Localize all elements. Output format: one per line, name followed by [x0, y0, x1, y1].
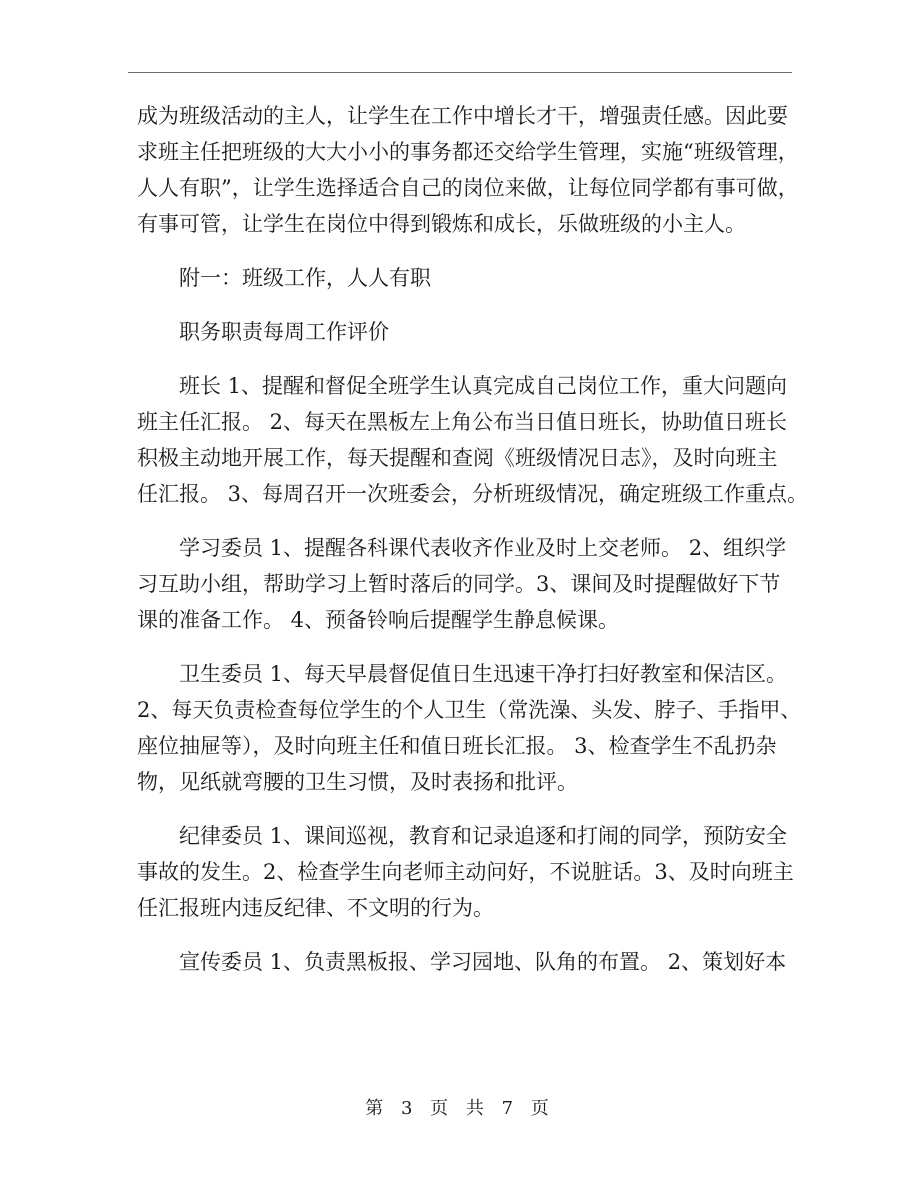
- page-footer: 第 3 页 共 7 页: [365, 1098, 555, 1119]
- text-line: 班主任汇报。 2、每天在黑板左上角公布当日值日班长，协助值日班长: [137, 410, 788, 434]
- text-line: 课的准备工作。 4、预备铃响后提醒学生静息候课。: [137, 608, 620, 632]
- text-line: 附一：班级工作，人人有职: [179, 266, 431, 290]
- text-line: 事故的发生。2、检查学生向老师主动问好，不说脏话。3、及时向班主: [137, 860, 794, 884]
- text-line: 求班主任把班级的大大小小的事务都还交给学生管理，实施“班级管理，: [137, 140, 799, 164]
- text-line: 任汇报班内违反纪律、不文明的行为。: [137, 896, 494, 920]
- text-line: 学习委员 1、提醒各科课代表收齐作业及时上交老师。 2、组织学: [179, 536, 787, 560]
- paragraph-table-header: [137, 314, 797, 350]
- text-line: 任汇报。 3、每周召开一次班委会，分析班级情况，确定班级工作重点。: [137, 482, 809, 506]
- paragraph-appendix-title: [137, 260, 797, 296]
- text-line: 人人有职”，让学生选择适合自己的岗位来做，让每位同学都有事可做，: [137, 176, 799, 200]
- text-line: 有事可管，让学生在岗位中得到锻炼和成长，乐做班级的小主人。: [137, 212, 746, 236]
- text-line: 物，见纸就弯腰的卫生习惯，及时表扬和批评。: [137, 770, 578, 794]
- text-line: 班长 1、提醒和督促全班学生认真完成自己岗位工作，重大问题向: [179, 374, 788, 398]
- paragraph-discipline-committee: [137, 818, 797, 926]
- paragraph-publicity-committee: [137, 944, 797, 980]
- text-line: 座位抽屉等），及时向班主任和值日班长汇报。 3、检查学生不乱扔杂: [137, 734, 777, 758]
- text-line: 2、每天负责检查每位学生的个人卫生（常洗澡、头发、脖子、手指甲、: [137, 698, 802, 722]
- text-line: 宣传委员 1、负责黑板报、学习园地、队角的布置。 2、策划好本: [179, 950, 787, 974]
- header-rule: [128, 72, 792, 73]
- paragraph-study-committee: [137, 530, 797, 638]
- paragraph-intro: [137, 98, 797, 242]
- text-line: 职务职责每周工作评价: [179, 320, 389, 344]
- text-line: 成为班级活动的主人，让学生在工作中增长才干，增强责任感。因此要: [137, 104, 788, 128]
- text-line: 卫生委员 1、每天早晨督促值日生迅速干净打扫好教室和保洁区。: [179, 662, 788, 686]
- document-body: [137, 98, 809, 998]
- paragraph-monitor: [137, 368, 809, 512]
- paragraph-hygiene-committee: [137, 656, 802, 800]
- text-line: 习互助小组，帮助学习上暂时落后的同学。3、课间及时提醒做好下节: [137, 572, 781, 596]
- text-line: 积极主动地开展工作，每天提醒和查阅《班级情况日志》，及时向班主: [137, 446, 778, 470]
- text-line: 纪律委员 1、课间巡视，教育和记录追逐和打闹的同学，预防安全: [179, 824, 788, 848]
